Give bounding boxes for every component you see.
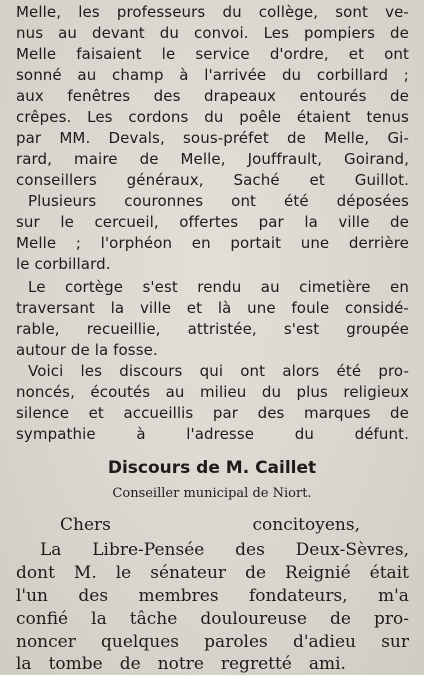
word: M.: [73, 563, 97, 583]
word: corbillard: [316, 66, 389, 84]
word: Chers: [60, 515, 111, 535]
word: considé-: [345, 299, 409, 317]
word: nus: [16, 24, 44, 42]
word: sont: [335, 3, 368, 21]
word: sur: [16, 213, 40, 231]
word: par: [16, 129, 42, 147]
word: religieux: [343, 383, 409, 401]
word: Voici: [28, 362, 64, 380]
word: le: [60, 213, 74, 231]
word: par: [258, 213, 284, 231]
word: marques: [304, 404, 371, 422]
word: des: [78, 586, 109, 606]
word: Melle,: [180, 150, 226, 168]
word: en: [390, 278, 409, 296]
word: de: [389, 24, 409, 42]
word: et: [186, 299, 203, 317]
word: d'ordre,: [269, 45, 329, 63]
word: drapeaux: [204, 87, 277, 105]
word: de: [390, 213, 409, 231]
word: été: [284, 192, 309, 210]
word: tenus: [366, 108, 409, 126]
word: de: [329, 609, 351, 629]
word: défunt.: [354, 425, 409, 443]
text-line: [16, 301, 409, 316]
word: Goirand,: [344, 150, 409, 168]
word: ont: [231, 192, 257, 210]
word: Melle: [16, 45, 57, 63]
word: cimetière: [299, 278, 371, 296]
word: l'orphéon: [100, 234, 173, 252]
word: Plusieurs: [28, 192, 97, 210]
word: foule: [291, 299, 330, 317]
word: sous-préfet: [183, 129, 269, 147]
word: l'arrivée: [204, 66, 267, 84]
word: des: [257, 404, 285, 422]
word: s'est: [283, 320, 320, 338]
word: au: [77, 66, 97, 84]
word: Gi-: [387, 129, 409, 147]
word: ;: [403, 66, 409, 84]
text-line: [16, 427, 409, 442]
word: confié: [16, 609, 69, 629]
text-line: autour de la fosse.: [16, 341, 158, 359]
word: recueillie,: [86, 320, 161, 338]
word: la: [91, 609, 107, 629]
word: silence: [16, 404, 70, 422]
word: Melle: [16, 234, 57, 252]
word: de: [245, 563, 267, 583]
text-line: [16, 131, 409, 146]
word: cortège: [64, 278, 124, 296]
word: fondateurs,: [249, 586, 348, 606]
word: sur: [381, 632, 409, 652]
word: de: [139, 150, 159, 168]
word: attristée,: [187, 320, 257, 338]
word: le: [115, 563, 132, 583]
word: du: [222, 3, 242, 21]
text-line: [16, 215, 409, 230]
word: devant: [91, 24, 145, 42]
word: Melle,: [16, 3, 62, 21]
word: de: [390, 404, 409, 422]
text-line: [16, 89, 409, 104]
word: au: [260, 278, 280, 296]
word: par: [212, 404, 239, 422]
word: au: [165, 383, 185, 401]
word: ont: [240, 362, 266, 380]
speech-line: [40, 540, 409, 560]
text-line: [28, 280, 409, 295]
word: fenêtres: [67, 87, 131, 105]
word: concitoyens,: [252, 515, 360, 535]
word: des: [153, 87, 181, 105]
word: d'adieu: [292, 632, 356, 652]
word: du: [294, 425, 314, 443]
word: discours: [119, 362, 183, 380]
word: ve-: [385, 3, 409, 21]
word: quelques: [101, 632, 179, 652]
word: ville: [139, 299, 172, 317]
word: La: [40, 540, 62, 560]
word: Les: [263, 24, 289, 42]
word: l'adresse: [186, 425, 255, 443]
word: été: [336, 362, 362, 380]
word: rard,: [16, 150, 53, 168]
word: traversant: [16, 299, 95, 317]
word: sympathie: [16, 425, 96, 443]
word: une: [247, 299, 276, 317]
word: cercueil,: [94, 213, 159, 231]
word: les: [78, 3, 100, 21]
word: généraux,: [126, 171, 204, 189]
speech-line: [16, 563, 409, 583]
word: le: [161, 45, 176, 63]
word: groupée: [346, 320, 409, 338]
word: portait: [230, 234, 282, 252]
speech-line: [16, 654, 346, 674]
speech-heading: Discours de M. Caillet: [107, 458, 317, 478]
word: professeurs: [116, 3, 206, 21]
word: rable,: [16, 320, 60, 338]
word: noncer: [16, 632, 76, 652]
speech-line: [16, 609, 409, 629]
speech-line: [16, 586, 409, 606]
word: Guillot.: [354, 171, 409, 189]
word: là: [217, 299, 232, 317]
word: du: [281, 66, 302, 84]
word: Devals,: [108, 129, 165, 147]
word: des: [235, 540, 265, 560]
word: sénateur: [150, 563, 227, 583]
word: rendu: [197, 278, 242, 296]
word: Melle,: [324, 129, 370, 147]
text-line: [28, 194, 409, 209]
text-line: [16, 110, 409, 125]
word: qui: [199, 362, 224, 380]
word: et: [348, 45, 365, 63]
word: pro-: [373, 609, 409, 629]
word: sonné: [16, 66, 62, 84]
word: ville: [338, 213, 370, 231]
word: étaient: [296, 108, 351, 126]
speech-subheading: Conseiller municipal de Niort.: [112, 486, 312, 501]
word: ;: [75, 234, 82, 252]
word: alors: [282, 362, 320, 380]
word: s'est: [142, 278, 178, 296]
word: paroles: [204, 632, 268, 652]
word: milieu: [199, 383, 247, 401]
word: en: [191, 234, 211, 252]
word: du: [204, 108, 224, 126]
word: de: [119, 654, 141, 674]
word: au: [58, 24, 78, 42]
word: du: [159, 24, 179, 42]
text-line: [16, 173, 409, 188]
word: Le: [28, 278, 46, 296]
word: cordons: [128, 108, 189, 126]
word: et: [88, 404, 104, 422]
word: membres: [138, 586, 219, 606]
word: de: [390, 87, 409, 105]
word: la: [16, 654, 32, 674]
text-line: [16, 406, 409, 421]
word: aux: [16, 87, 44, 105]
text-line: le corbillard.: [16, 255, 111, 273]
word: les: [80, 362, 103, 380]
word: à: [136, 425, 146, 443]
word: crêpes.: [16, 108, 72, 126]
word: déposées: [336, 192, 409, 210]
word: MM.: [59, 129, 91, 147]
word: couronnes: [124, 192, 204, 210]
word: l'un: [16, 586, 49, 606]
text-line: [16, 236, 409, 251]
word: douloureuse: [200, 609, 307, 629]
word: Deux-Sèvres,: [295, 540, 409, 560]
word: à: [179, 66, 189, 84]
word: pro-: [378, 362, 409, 380]
speech-line: [60, 515, 360, 535]
word: Jouffrault,: [247, 150, 323, 168]
word: Libre-Pensée: [92, 540, 205, 560]
word: la: [304, 213, 318, 231]
word: écoutés: [90, 383, 151, 401]
word: la: [110, 299, 125, 317]
word: noncés,: [16, 383, 75, 401]
word: dont: [16, 563, 55, 583]
word: pompiers: [303, 24, 375, 42]
text-line: [16, 26, 409, 41]
word: derrière: [348, 234, 409, 252]
word: plus: [296, 383, 328, 401]
word: convoi.: [193, 24, 249, 42]
word: de: [287, 129, 306, 147]
word: poêle: [239, 108, 282, 126]
text-line: [16, 68, 409, 83]
word: était: [369, 563, 409, 583]
word: champ: [112, 66, 164, 84]
word: conseillers: [16, 171, 97, 189]
word: une: [300, 234, 330, 252]
word: collège,: [258, 3, 319, 21]
word: offertes: [179, 213, 239, 231]
text-line: [16, 47, 409, 62]
word: maire: [74, 150, 118, 168]
word: m'a: [378, 586, 409, 606]
word: faisaient: [76, 45, 142, 63]
word: entourés: [299, 87, 367, 105]
word: ont: [384, 45, 409, 63]
word: service: [195, 45, 250, 63]
word: notre: [157, 654, 204, 674]
word: regretté: [220, 654, 292, 674]
word: du: [261, 383, 282, 401]
word: tâche: [129, 609, 178, 629]
text-line: [16, 152, 409, 167]
speech-line: [16, 632, 409, 652]
word: tombe: [48, 654, 103, 674]
text-line: [28, 364, 409, 379]
text-line: [16, 385, 409, 400]
text-line: [16, 5, 409, 20]
word: ami.: [308, 654, 346, 674]
word: Les: [87, 108, 113, 126]
word: et: [309, 171, 325, 189]
word: accueillis: [123, 404, 194, 422]
text-line: [16, 322, 409, 337]
word: Saché: [233, 171, 280, 189]
word: Reignié: [285, 563, 351, 583]
